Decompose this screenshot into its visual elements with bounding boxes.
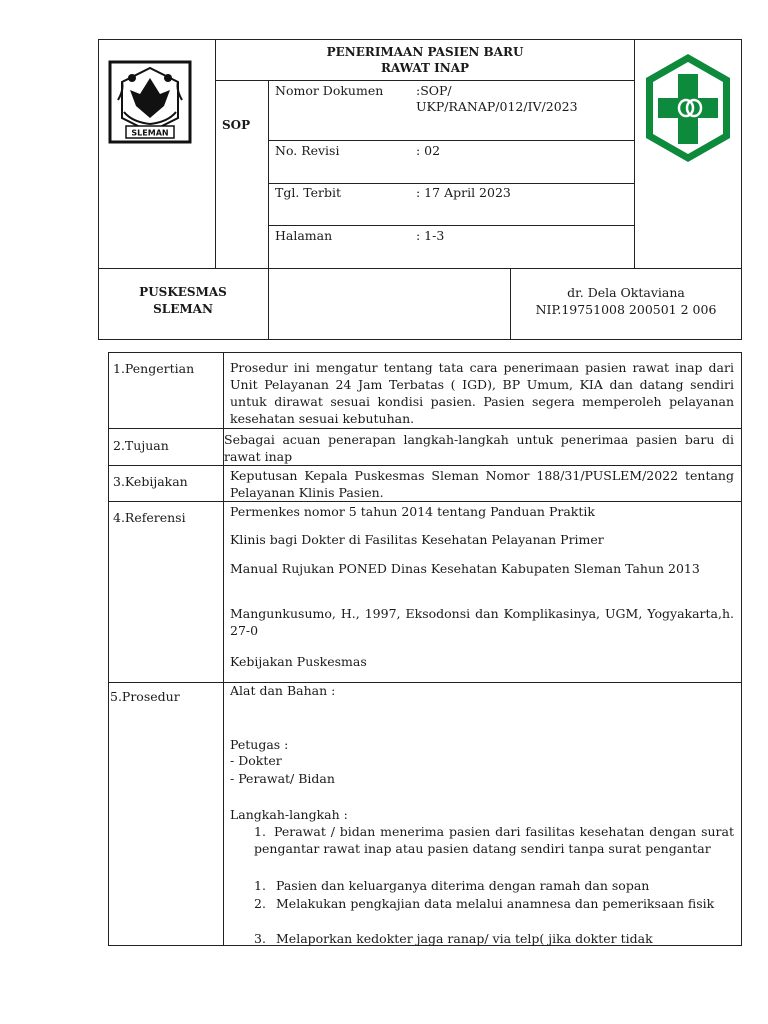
section-text-pengertian: Prosedur ini mengatur tentang tata cara penerimaan pasien rawat inap dari Unit Pelayanan 24 Jam Terbatas ( IGD), BP Umum, KIA dan datang sendiri untuk dirawat sesuai kondisi pasien. Pasien segera memperoleh pelayanan kesehatan sesuai kebutuhan. <box>230 360 734 426</box>
org-name-line1: PUSKESMAS <box>139 285 227 299</box>
field-value-terbit: : 17 April 2023 <box>416 185 511 200</box>
referensi-item: Klinis bagi Dokter di Fasilitas Kesehatan Pelayanan Primer <box>230 532 604 547</box>
sleman-logo <box>108 60 192 144</box>
field-value-halaman: : 1-3 <box>416 228 445 243</box>
langkah-heading: Langkah-langkah : <box>230 807 348 822</box>
doc-title-line2: RAWAT INAP <box>380 61 470 75</box>
field-label-terbit: Tgl. Terbit <box>275 185 342 200</box>
step-text: Pasien dan keluarganya diterima dengan ramah dan sopan <box>276 878 650 893</box>
referensi-item: Mangunkusumo, H., 1997, Eksodonsi dan Komplikasinya, UGM, Yogyakarta,h. 27-0 <box>230 606 734 638</box>
field-value-nomor-2: UKP/RANAP/012/IV/2023 <box>416 99 578 114</box>
referensi-item: Manual Rujukan PONED Dinas Kesehatan Kabupaten Sleman Tahun 2013 <box>230 561 700 576</box>
puskesmas-logo <box>642 52 734 164</box>
section-text-kebijakan: Keputusan Kepala Puskesmas Sleman Nomor 188/31/PUSLEM/2022 tentang Pelayanan Klinis Pasien. <box>230 468 734 500</box>
doc-title-line1: PENERIMAAN PASIEN BARU <box>326 45 524 59</box>
signer-nip: NIP.19751008 200501 2 006 <box>535 302 717 317</box>
section-label-referensi: 4.Referensi <box>113 510 186 525</box>
field-label-revisi: No. Revisi <box>275 143 340 158</box>
alat-heading: Alat dan Bahan : <box>230 683 336 698</box>
field-label-halaman: Halaman <box>275 228 333 243</box>
step-number: 1. <box>254 824 266 839</box>
section-label-pengertian: 1.Pengertian <box>113 361 195 376</box>
referensi-item: Permenkes nomor 5 tahun 2014 tentang Panduan Praktik <box>230 504 595 519</box>
section-label-kebijakan: 3.Kebijakan <box>113 474 188 489</box>
petugas-heading: Petugas : <box>230 737 289 752</box>
petugas-item: - Dokter <box>230 753 282 768</box>
step-text: Melakukan pengkajian data melalui anamnesa dan pemeriksaan fisik <box>276 896 715 911</box>
logo-text: SLEMAN <box>131 128 169 138</box>
step-number: 1. <box>254 878 266 893</box>
petugas-item: - Perawat/ Bidan <box>230 771 335 786</box>
signer-name: dr. Dela Oktaviana <box>567 285 685 300</box>
sop-label: SOP <box>222 118 251 132</box>
field-label-nomor: Nomor Dokumen <box>275 83 384 98</box>
section-label-prosedur: 5.Prosedur <box>110 689 180 704</box>
section-label-tujuan: 2.Tujuan <box>113 438 169 453</box>
step-number: 2. <box>254 896 266 911</box>
field-value-revisi: : 02 <box>416 143 441 158</box>
step-number: 3. <box>254 931 266 946</box>
step-text: Perawat / bidan menerima pasien dari fasilitas kesehatan dengan surat pengantar rawat inap atau pasien datang sendiri tanpa surat pengantar <box>254 824 734 856</box>
field-value-nomor: :SOP/ <box>416 83 452 98</box>
referensi-item: Kebijakan Puskesmas <box>230 654 367 669</box>
step-text: Melaporkan kedokter jaga ranap/ via telp( jika dokter tidak <box>276 931 653 946</box>
section-text-tujuan: Sebagai acuan penerapan langkah-langkah untuk penerimaa pasien baru di rawat inap <box>224 432 734 464</box>
org-name-line2: SLEMAN <box>153 302 213 316</box>
